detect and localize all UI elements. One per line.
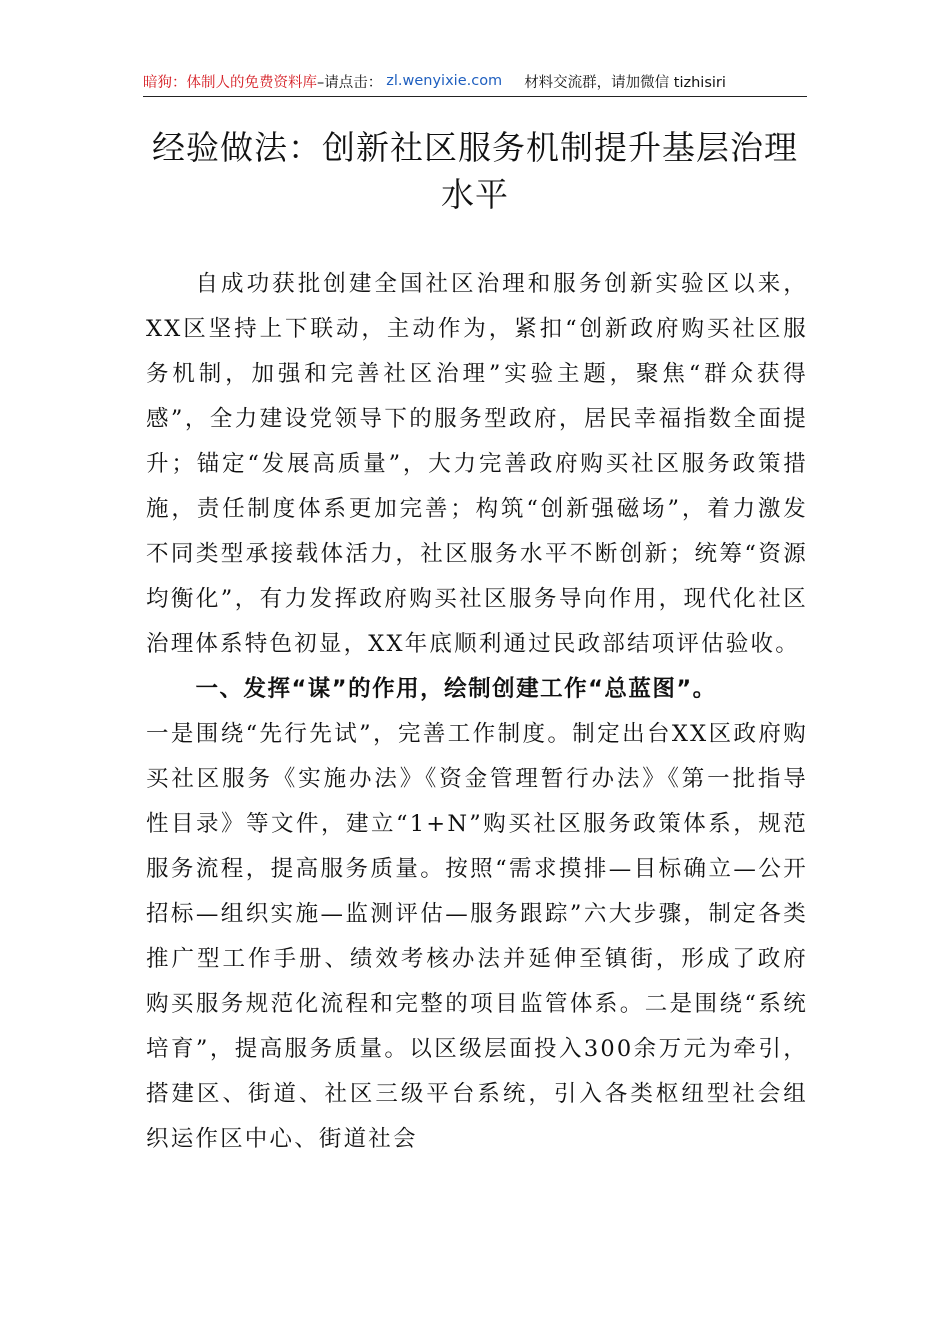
section-heading: 一、发挥“谋”的作用，绘制创建工作“总蓝图”。: [195, 676, 717, 702]
header-click-text: –请点击：: [317, 74, 383, 91]
paragraph-intro: 自成功获批创建全国社区治理和服务创新实验区以来，XX区坚持上下联动，主动作为，紧扣“创新政府购买社区服务机制，加强和完善社区治理”实验主题，聚焦“群众获得感”，全力建设党领导下的服务型政府，居民幸福指数全面提升；锚定“发展高质量”，大力完善政府购买社区服务政策措施，责任制度体系更加完善；构筑“创新强磁场”，着力激发不同类型承接载体活力，社区服务水平不断创新；统筹“资源均衡化”，有力发挥政府购买社区服务导向作用，现代化社区治理体系特色初显，XX年底顺利通过民政部结项评估验收。: [146, 271, 808, 657]
header-wechat-note: 材料交流群，请加微信 tizhisiri: [524, 74, 726, 91]
document-title: 经验做法：创新社区服务机制提升基层治理水平: [152, 128, 798, 214]
page-header: [143, 66, 807, 97]
header-source: 暗狗：体制人的免费资料库: [143, 74, 317, 91]
section-paragraph: [146, 667, 808, 712]
paragraph-section-body: 一是围绕“先行先试”，完善工作制度。制定出台XX区政府购买社区服务《实施办法》《资金管理暂行办法》《第一批指导性目录》等文件，建立“1+N”购买社区服务政策体系，规范服务流程，提高服务质量。按照“需求摸排—目标确立—公开招标—组织实施—监测评估—服务跟踪”六大步骤，制定各类推广型工作手册、绩效考核办法并延伸至镇街，形成了政府购买服务规范化流程和完整的项目监管体系。二是围绕“系统培育”，提高服务质量。以区级层面投入300余万元为牵引，搭建区、街道、社区三级平台系统，引入各类枢纽型社会组织运作区中心、街道社会: [146, 721, 808, 1152]
header-url-link[interactable]: zl.wenyixie.com: [386, 73, 503, 89]
document-body: [146, 262, 808, 1162]
